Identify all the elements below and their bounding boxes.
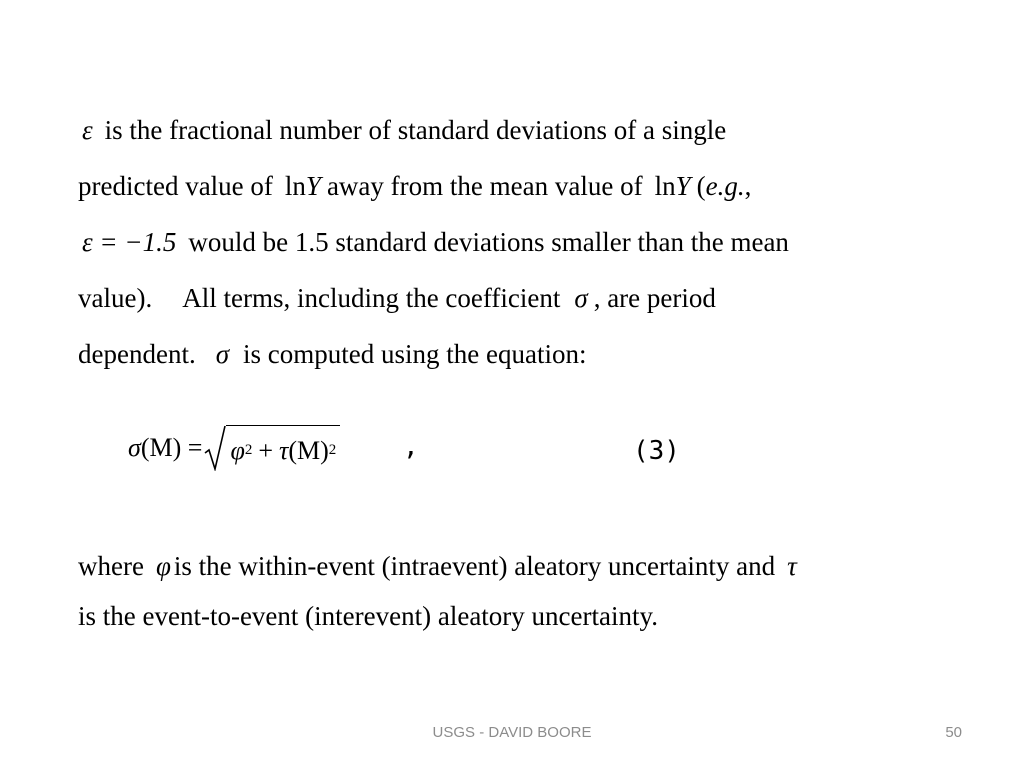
line6-text-a: where: [78, 551, 144, 581]
page-number: 50: [945, 724, 962, 741]
line1-text: is the fractional number of standard deviations of a single: [104, 115, 727, 145]
line7-text: is the event-to-event (interevent) aleatory uncertainty.: [78, 601, 658, 631]
equation-3: [128, 424, 340, 472]
eq-phi-exponent: 2: [244, 442, 253, 458]
tau-symbol: τ: [787, 551, 797, 581]
eq-sigma: σ: [128, 433, 141, 462]
ln-symbol-2: ln: [654, 171, 676, 201]
eg-abbrev: e.g.: [705, 171, 745, 201]
eq-lhs-arg: (M) =: [140, 433, 203, 462]
eq-tau-exponent: 2: [328, 442, 337, 458]
line4-text-a: value).: [78, 283, 153, 313]
paragraph-line-7: [78, 600, 658, 632]
line3-text: would be 1.5 standard deviations smaller than the mean: [188, 227, 789, 257]
line5-text-a: dependent.: [78, 339, 196, 369]
line4-text-b: All terms, including the coefficient: [182, 283, 561, 313]
sigma-symbol: σ: [574, 283, 588, 313]
footer-label: USGS - DAVID BOORE: [432, 724, 592, 741]
paragraph-line-2: [78, 170, 751, 202]
radical-sign-icon: [204, 425, 226, 471]
ln-symbol: ln: [284, 171, 306, 201]
equation-comma: ,: [403, 432, 419, 462]
paragraph-line-1: [78, 114, 726, 146]
sigma-symbol-2: σ: [215, 339, 230, 369]
paragraph-line-5: [78, 338, 586, 370]
line5-text-b: is computed using the equation:: [243, 339, 587, 369]
eq-plus: +: [258, 435, 273, 465]
eq-tau-arg: (M): [288, 435, 329, 465]
paragraph-line-6: [78, 550, 797, 582]
line2-text-b: away from the mean value of: [326, 171, 643, 201]
phi-symbol: φ: [155, 551, 171, 581]
eq-tau: τ: [279, 435, 289, 465]
epsilon-symbol: ε: [82, 115, 93, 145]
line2-text-a: predicted value of: [78, 171, 273, 201]
y-symbol: Y: [305, 171, 321, 201]
epsilon-equation: ε = −1.5: [82, 227, 177, 257]
equation-number: (3): [633, 436, 680, 466]
comma: ,: [744, 171, 752, 201]
line4-text-c: , are period: [593, 283, 716, 313]
eq-phi: φ: [230, 435, 245, 465]
line6-text-b: is the within-event (intraevent) aleatory uncertainty and: [173, 551, 776, 581]
paragraph-line-3: [78, 226, 789, 258]
square-root: [204, 425, 340, 471]
paragraph-line-4: [78, 282, 716, 314]
radicand: [226, 425, 340, 471]
y-symbol-2: Y: [675, 171, 691, 201]
paren-open: (: [696, 171, 706, 201]
